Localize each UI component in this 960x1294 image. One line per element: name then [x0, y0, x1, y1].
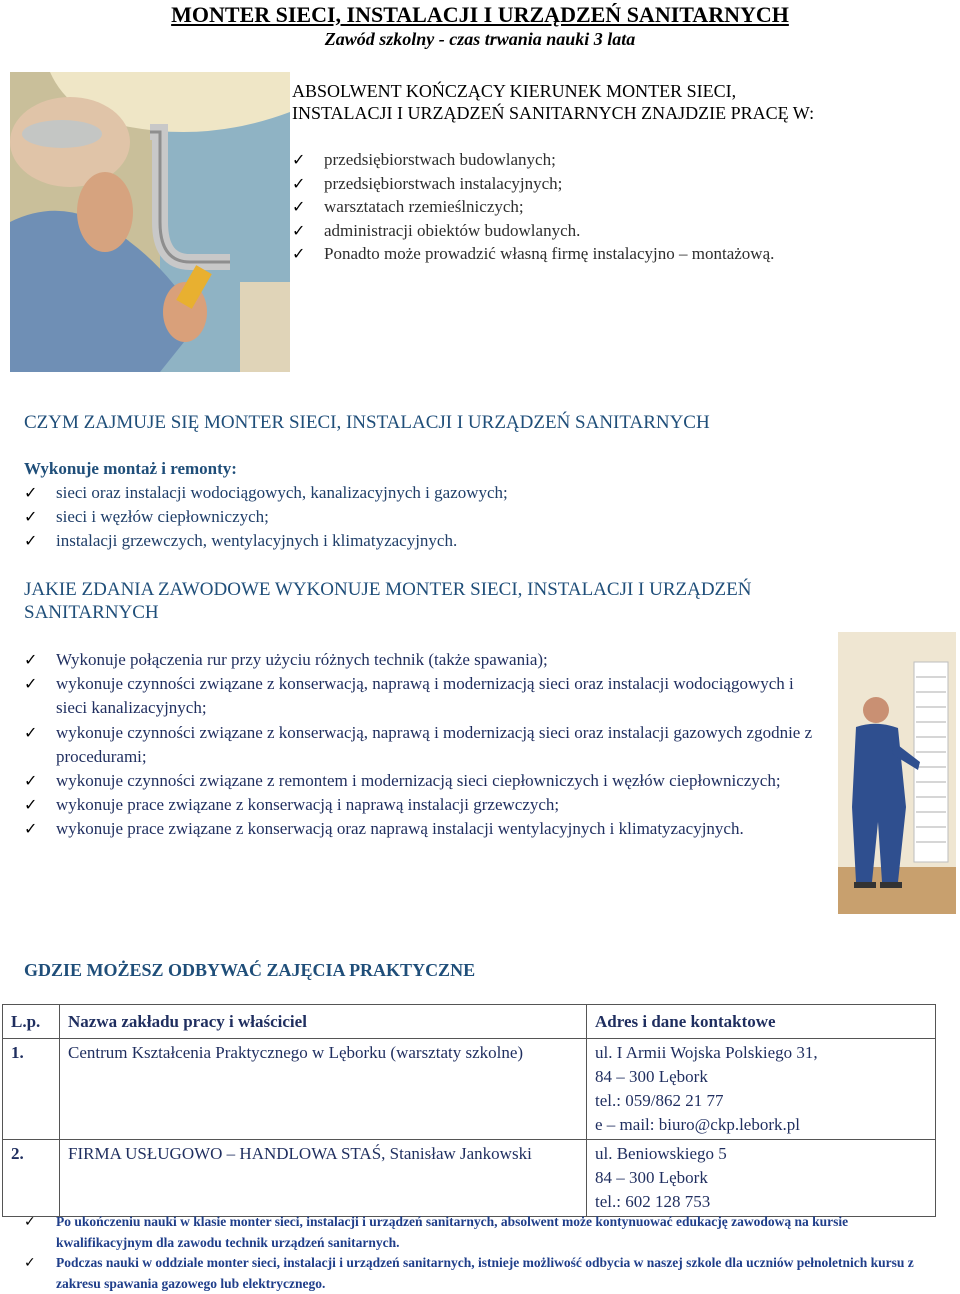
list-item: ✓ wykonuje czynności związane z konserwacją, naprawą i modernizacją sieci oraz instalacji wodociągowych i sieci kanalizacyjnych;: [24, 672, 824, 720]
list-item: ✓ wykonuje czynności związane z remontem i modernizacją sieci ciepłowniczych i węzłów ciepłowniczych;: [24, 769, 824, 793]
page-subtitle: Zawód szkolny - czas trwania nauki 3 lata: [324, 29, 636, 49]
list-item: ✓ wykonuje prace związane z konserwacją i naprawą instalacji grzewczych;: [24, 793, 824, 817]
list-item: ✓ sieci i węzłów ciepłowniczych;: [24, 505, 824, 529]
list-item: ✓ wykonuje czynności związane z konserwacją, naprawą i modernizacją sieci oraz instalacji gazowych zgodnie z procedurami;: [24, 721, 824, 769]
footnote-item: ✓ Po ukończeniu nauki w klasie monter sieci, instalacji i urządzeń sanitarnych, absolwent może kontynuować edukację zawodową na kursie kwalifikacyjnym dla zawodu technik urządzeń sanitarnych.: [24, 1212, 944, 1253]
table-row: [3, 1140, 936, 1217]
page-title: MONTER SIECI, INSTALACJI I URZĄDZEŃ SANITARNYCH: [171, 2, 789, 27]
address-line: 84 – 300 Lębork: [595, 1067, 708, 1086]
radiator-installer-photo: [838, 632, 956, 914]
section-heading-praktyki: GDZIE MOŻESZ ODBYWAĆ ZAJĘCIA PRAKTYCZNE: [24, 960, 476, 980]
footnote-item: ✓ Podczas nauki w oddziale monter sieci, instalacji i urządzeń sanitarnych, istnieje możliwość odbycia w naszej szkole dla uczniów pełnoletnich kursu z zakresu spawania gazowego lub elektrycznego.: [24, 1253, 944, 1294]
absolwent-heading: [292, 80, 952, 124]
cell-address: [587, 1140, 936, 1217]
absolwent-heading-line1: ABSOLWENT KOŃCZĄCY KIERUNEK MONTER SIECI,: [292, 81, 737, 101]
montaz-subheading: Wykonuje montaż i remonty:: [24, 459, 237, 478]
tasks-list: [24, 648, 824, 842]
plumber-sink-photo: [10, 72, 290, 372]
list-item: ✓ Ponadto może prowadzić własną firmę instalacyjno – montażową.: [292, 242, 932, 266]
list-item: ✓ Wykonuje połączenia rur przy użyciu różnych technik (także spawania);: [24, 648, 824, 672]
address-line: tel.: 059/862 21 77: [595, 1091, 724, 1110]
list-item: ✓ wykonuje prace związane z konserwacją oraz naprawą instalacji wentylacyjnych i klimatyzacyjnych.: [24, 817, 824, 841]
column-header-lp: L.p.: [3, 1005, 60, 1039]
zadania-heading-line1: JAKIE ZDANIA ZAWODOWE WYKONUJE MONTER SIECI, INSTALACJI I URZĄDZEŃ: [24, 579, 752, 600]
address-line: ul. I Armii Wojska Polskiego 31,: [595, 1043, 818, 1062]
footnotes-list: [24, 1212, 944, 1294]
montaz-list: [24, 481, 824, 553]
address-line: ul. Beniowskiego 5: [595, 1144, 727, 1163]
radiator-installer-illustration: [838, 632, 956, 914]
list-item: ✓ instalacji grzewczych, wentylacyjnych i klimatyzacyjnych.: [24, 529, 824, 553]
absolwent-heading-line2: INSTALACJI I URZĄDZEŃ SANITARNYCH ZNAJDZIE PRACĘ W:: [292, 103, 815, 123]
zadania-heading-line2: SANITARNYCH: [24, 602, 159, 623]
list-item: ✓ przedsiębiorstwach budowlanych;: [292, 148, 932, 172]
cell-name: Centrum Kształcenia Praktycznego w Lęborku (warsztaty szkolne): [60, 1039, 587, 1140]
list-item: ✓ przedsiębiorstwach instalacyjnych;: [292, 172, 932, 196]
section-heading-zadania: [24, 578, 884, 624]
cell-lp: 1.: [3, 1039, 60, 1140]
column-header-address: Adres i dane kontaktowe: [587, 1005, 936, 1039]
address-line: 84 – 300 Lębork: [595, 1168, 708, 1187]
list-item: ✓ administracji obiektów budowlanych.: [292, 219, 932, 243]
section-heading-czym: CZYM ZAJMUJE SIĘ MONTER SIECI, INSTALACJI I URZĄDZEŃ SANITARNYCH: [24, 412, 710, 433]
address-line: tel.: 602 128 753: [595, 1192, 711, 1211]
workplaces-list: [292, 148, 932, 266]
address-line: e – mail: biuro@ckp.lebork.pl: [595, 1115, 800, 1134]
table-row: [3, 1039, 936, 1140]
table-header-row: [3, 1005, 936, 1039]
cell-lp: 2.: [3, 1140, 60, 1217]
practice-places-table: [2, 1004, 936, 1217]
cell-address: [587, 1039, 936, 1140]
list-item: ✓ warsztatach rzemieślniczych;: [292, 195, 932, 219]
column-header-name: Nazwa zakładu pracy i właściciel: [60, 1005, 587, 1039]
list-item: ✓ sieci oraz instalacji wodociągowych, kanalizacyjnych i gazowych;: [24, 481, 824, 505]
plumber-sink-illustration: [10, 72, 290, 372]
cell-name: FIRMA USŁUGOWO – HANDLOWA STAŚ, Stanisław Jankowski: [60, 1140, 587, 1217]
